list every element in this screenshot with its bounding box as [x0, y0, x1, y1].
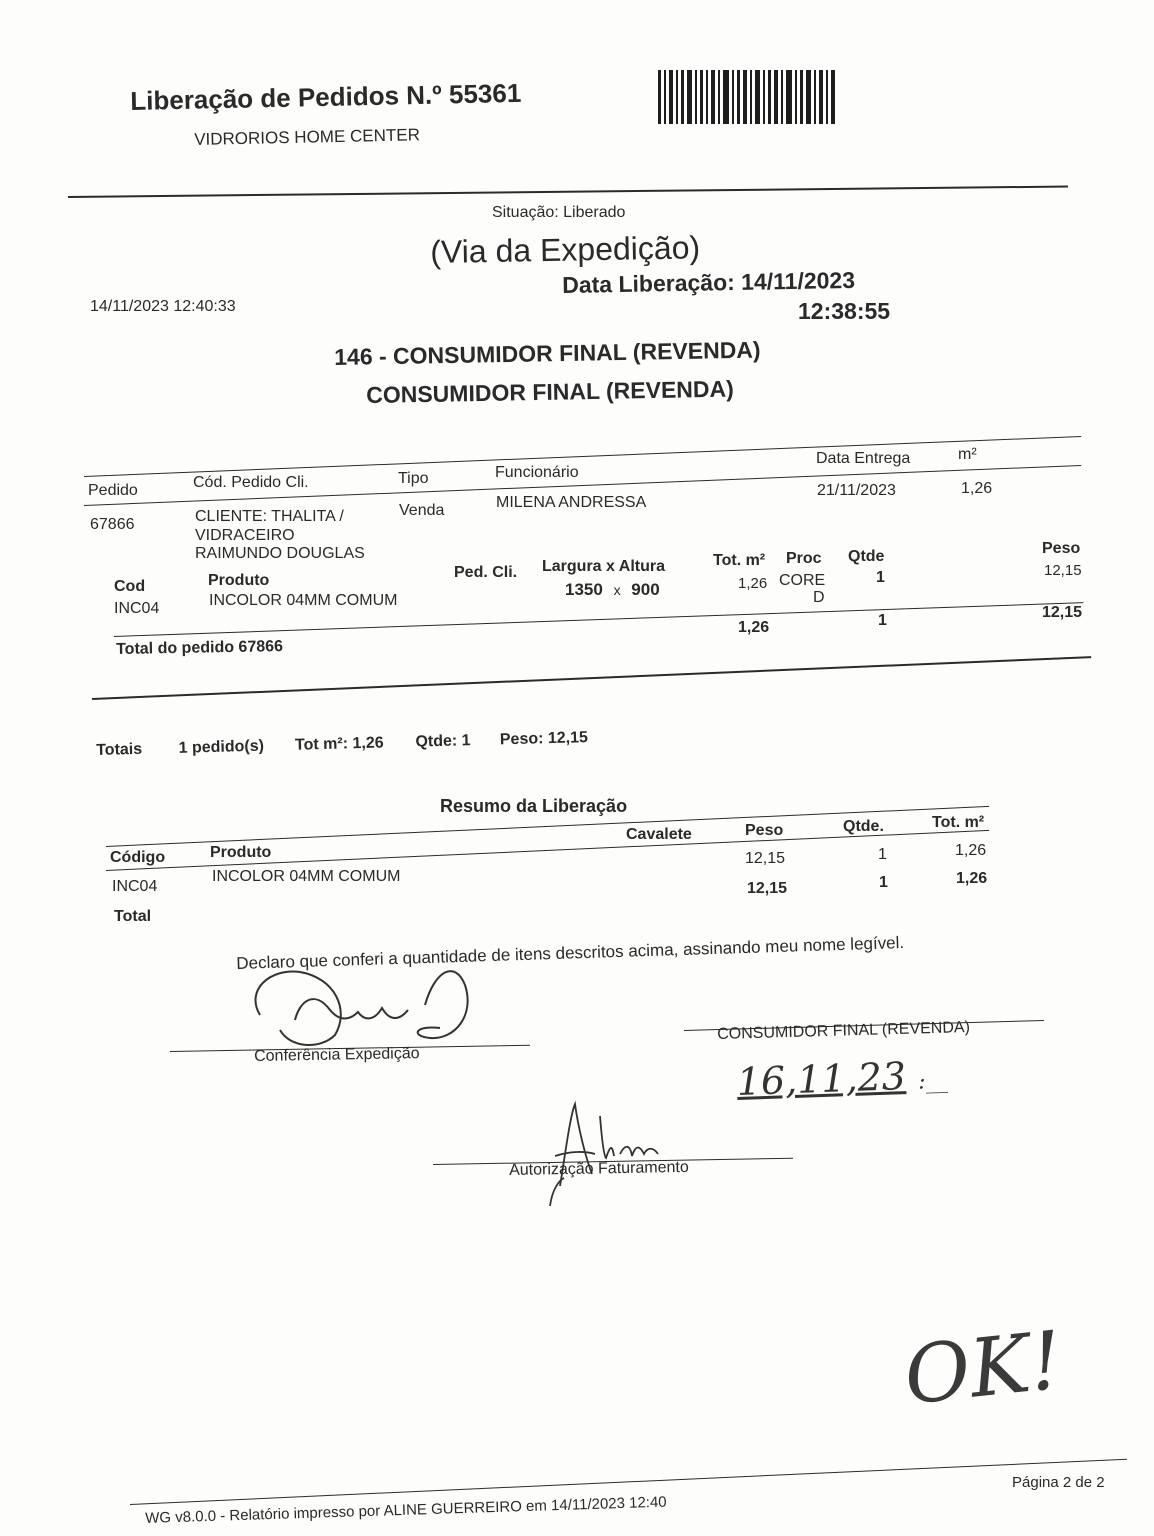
item-cod: INC04: [114, 600, 160, 617]
data-liberacao-date: 14/11/2023: [740, 266, 856, 295]
col-funcionario: Funcionário: [495, 464, 579, 481]
handwritten-date-value: 16,11,23: [736, 1054, 907, 1104]
consumidor-label: CONSUMIDOR FINAL (REVENDA): [717, 1018, 971, 1043]
item-proc-line-2: D: [813, 589, 825, 606]
resumo-tot-m2: 1,26: [955, 842, 987, 859]
declaration-text: Declaro que conferi a quantidade de itens descritos acima, assinando meu nome legível.: [236, 933, 905, 973]
resumo-col-produto: Produto: [210, 844, 272, 861]
item-dimensions: [565, 580, 660, 600]
item-col-proc: Proc: [786, 550, 822, 567]
resumo-qtde: 1: [878, 846, 887, 863]
col-m2: m²: [958, 446, 977, 463]
col-pedido: Pedido: [88, 482, 138, 499]
resumo-col-peso: Peso: [745, 822, 784, 839]
order-table-bottom-rule: [92, 656, 1091, 700]
item-col-tot-m2: Tot. m²: [713, 552, 766, 569]
order-funcionario: MILENA ANDRESSA: [496, 494, 647, 511]
resumo-total-qtde: 1: [879, 874, 888, 891]
resumo-peso: 12,15: [745, 850, 786, 867]
item-produto: INCOLOR 04MM COMUM: [209, 592, 398, 609]
page-number: Página 2 de 2: [1012, 1474, 1105, 1491]
totais-peso: Peso: 12,15: [499, 729, 589, 749]
col-data-entrega: Data Entrega: [816, 450, 911, 467]
resumo-col-cavalete: Cavalete: [626, 826, 692, 843]
item-col-largura-altura: Largura x Altura: [542, 558, 665, 575]
data-liberacao: [562, 267, 855, 299]
barcode: [656, 68, 838, 126]
totais-row: [96, 729, 588, 760]
order-total-m2: 1,26: [738, 619, 770, 636]
order-total-label: Total do pedido 67866: [116, 638, 284, 658]
order-total-qtde: 1: [878, 612, 887, 629]
order-tipo: Venda: [399, 502, 445, 519]
signature-autorizacao: [530, 1096, 670, 1206]
client-line-2: CONSUMIDOR FINAL (REVENDA): [366, 375, 734, 408]
conferencia-label: Conferência Expedição: [254, 1045, 420, 1065]
col-cod-pedido-cli: Cód. Pedido Cli.: [193, 474, 309, 491]
order-number: 67866: [90, 516, 135, 533]
order-client-line-1: CLIENTE: THALITA /: [195, 508, 344, 525]
item-col-produto: Produto: [208, 572, 270, 589]
item-proc-line-1: CORE: [779, 572, 826, 589]
order-client-line-3: RAIMUNDO DOUGLAS: [195, 545, 365, 562]
item-x: x: [613, 582, 621, 598]
resumo-col-codigo: Código: [110, 849, 166, 866]
resumo-total-tot-m2: 1,26: [956, 870, 988, 887]
signature-conferencia: [240, 950, 500, 1060]
company-name: VIDRORIOS HOME CENTER: [194, 125, 421, 149]
item-col-cod: Cod: [114, 578, 146, 595]
order-client-line-2: VIDRACEIRO: [195, 527, 295, 544]
totais-tot-m2: Tot m²: 1,26: [294, 734, 384, 754]
resumo-total-peso: 12,15: [747, 880, 788, 897]
resumo-col-tot-m2: Tot. m²: [932, 814, 985, 831]
item-largura: 1350: [565, 580, 603, 599]
item-altura: 900: [631, 580, 660, 599]
document-title: Liberação de Pedidos N.º 55361: [130, 77, 522, 116]
handwritten-date: [736, 1053, 948, 1104]
order-total-peso: 12,15: [1042, 604, 1083, 621]
resumo-total-label: Total: [114, 908, 152, 925]
resumo-title: Resumo da Liberação: [440, 796, 628, 816]
totais-qtde: Qtde: 1: [415, 732, 471, 751]
resumo-col-qtde: Qtde.: [843, 818, 884, 835]
item-peso: 12,15: [1044, 562, 1082, 579]
data-liberacao-label: Data Liberação:: [562, 268, 735, 298]
item-tot-m2: 1,26: [738, 575, 768, 592]
printed-at: 14/11/2023 12:40:33: [90, 298, 236, 315]
situacao: Situação: Liberado: [492, 204, 626, 221]
autorizacao-label: Autorização Faturamento: [509, 1158, 689, 1179]
resumo-codigo: INC04: [112, 878, 158, 895]
totais-pedidos: 1 pedido(s): [178, 737, 265, 757]
printed-by: WG v8.0.0 - Relatório impresso por ALINE GUERREIRO em 14/11/2023 12:40: [145, 1493, 667, 1527]
data-liberacao-time: 12:38:55: [798, 298, 891, 324]
totais-label: Totais: [96, 740, 143, 759]
header-divider: [68, 186, 1068, 198]
via-expedicao: (Via da Expedição): [430, 229, 701, 270]
handwritten-date-tail: :__: [917, 1068, 949, 1095]
handwritten-ok: OK!: [900, 1313, 1067, 1423]
item-qtde: 1: [876, 569, 885, 586]
resumo-produto: INCOLOR 04MM COMUM: [212, 868, 401, 885]
order-data-entrega: 21/11/2023: [817, 482, 896, 499]
item-col-ped-cli: Ped. Cli.: [454, 564, 518, 581]
item-col-qtde: Qtde: [848, 548, 885, 565]
col-tipo: Tipo: [398, 470, 429, 487]
client-line-1: 146 - CONSUMIDOR FINAL (REVENDA): [334, 336, 761, 370]
order-m2: 1,26: [961, 480, 993, 497]
item-col-peso: Peso: [1042, 540, 1081, 557]
